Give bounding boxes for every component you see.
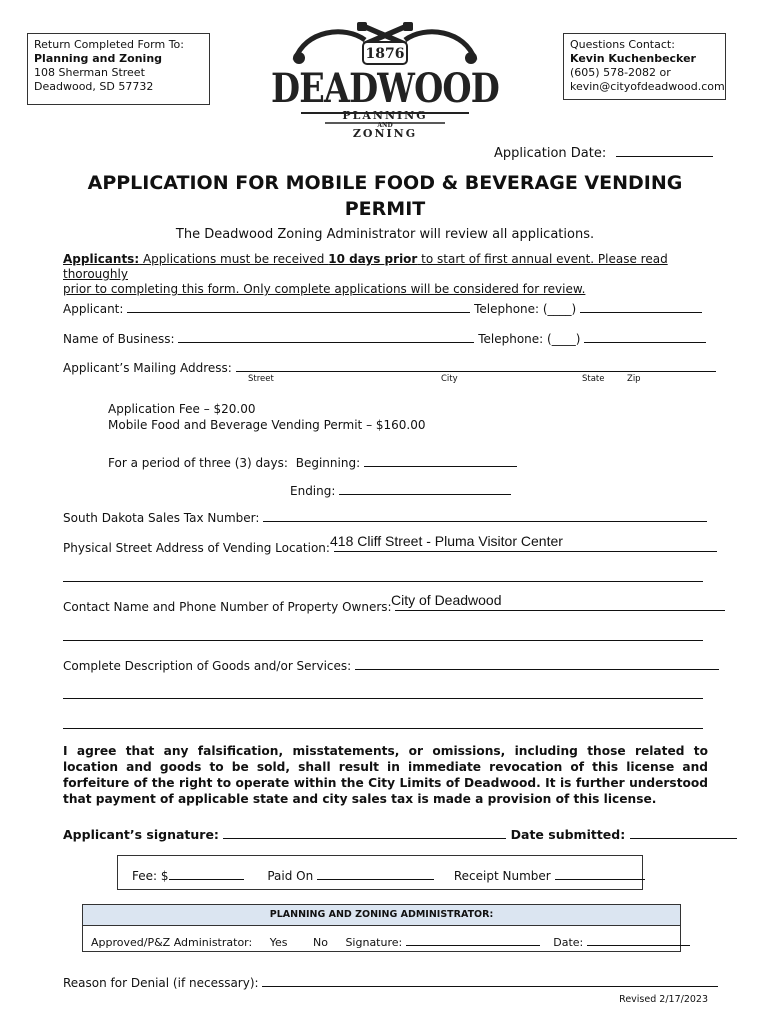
goods-field[interactable] (355, 656, 719, 670)
return-city: Deadwood, SD 57732 (34, 80, 154, 93)
period-row (108, 453, 517, 470)
business-row (63, 329, 706, 346)
city-caption: City (441, 374, 458, 384)
contact-label: Questions Contact: (570, 38, 675, 51)
title-line-2: PERMIT (344, 198, 426, 220)
receipt-field[interactable] (555, 866, 645, 880)
goods-row (63, 656, 719, 673)
mailing-label: Applicant’s Mailing Address: (63, 361, 232, 375)
street-caption: Street (248, 374, 274, 384)
contact-name: Kevin Kuchenbecker (570, 52, 696, 65)
goods-extra-line-1[interactable] (63, 685, 703, 699)
return-address-box (27, 33, 210, 105)
denial-label: Reason for Denial (if necessary): (63, 976, 259, 990)
signature-label: Applicant’s signature: (63, 827, 219, 842)
return-dept: Planning and Zoning (34, 52, 163, 65)
admin-box (82, 904, 681, 952)
contact-email[interactable]: kevin@cityofdeadwood.com (570, 80, 725, 93)
owner-label: Contact Name and Phone Number of Property Owners: (63, 600, 392, 614)
applicant-row (63, 299, 702, 316)
business-field[interactable] (178, 329, 474, 343)
application-date-row (494, 143, 713, 161)
goods-extra-line-2[interactable] (63, 715, 703, 729)
mailing-row (63, 358, 716, 375)
fee-label: Fee: $ (132, 869, 169, 883)
admin-row (91, 934, 690, 949)
applicants-part2: to start of first annual event. Please read thoroughly (63, 252, 668, 281)
applicants-label: Applicants: (63, 252, 140, 266)
applicants-note (63, 252, 713, 297)
fee-row (132, 866, 645, 883)
return-label: Return Completed Form To: (34, 38, 184, 51)
admin-date-label: Date: (553, 936, 584, 949)
application-fee: Application Fee – $20.00 (108, 402, 256, 416)
signature-field[interactable] (223, 825, 506, 839)
paid-on-field[interactable] (317, 866, 434, 880)
applicant-telephone-field[interactable] (580, 299, 702, 313)
state-caption: State (582, 374, 605, 384)
admin-signature-field[interactable] (406, 934, 540, 946)
fees-block (108, 401, 426, 433)
denial-row (63, 973, 718, 990)
business-telephone-label: Telephone: (____) (478, 332, 581, 346)
tax-field[interactable] (263, 508, 707, 522)
return-street: 108 Sherman Street (34, 66, 145, 79)
paid-on-label: Paid On (267, 869, 314, 883)
location-extra-line[interactable] (63, 568, 703, 582)
signature-row (63, 825, 737, 842)
owner-value: City of Deadwood (391, 592, 502, 608)
fee-box (117, 855, 643, 890)
logo-graphic (265, 20, 505, 140)
applicant-label: Applicant: (63, 302, 124, 316)
logo-and: AND (377, 122, 393, 129)
owner-extra-line[interactable] (63, 627, 703, 641)
date-submitted-label: Date submitted: (510, 827, 626, 842)
receipt-label: Receipt Number (453, 869, 551, 883)
location-value: 418 Cliff Street - Pluma Visitor Center (330, 533, 563, 549)
admin-header: PLANNING AND ZONING ADMINISTRATOR: (83, 905, 680, 926)
deadwood-logo (265, 20, 505, 140)
intro-text: The Deadwood Zoning Administrator will review all applications. (175, 227, 595, 242)
ending-label: Ending: (290, 484, 336, 498)
applicants-deadline: 10 days prior (328, 252, 418, 266)
approved-yes[interactable]: Yes (269, 936, 288, 949)
applicant-field[interactable] (127, 299, 470, 313)
admin-date-field[interactable] (587, 934, 690, 946)
approved-no[interactable]: No (312, 936, 328, 949)
mailing-field[interactable] (236, 358, 716, 372)
title-line-1: APPLICATION FOR MOBILE FOOD & BEVERAGE VENDING (87, 172, 683, 194)
location-label: Physical Street Address of Vending Location: (63, 541, 330, 555)
applicants-line2: prior to completing this form. Only complete applications will be considered for review. (63, 282, 586, 296)
logo-zoning: ZONING (352, 127, 418, 140)
form-title (60, 170, 710, 222)
agreement-text: I agree that any falsification, misstatements, or omissions, including those related to location and goods to be sold, shall result in immediate revocation of this license and forfeiture of the right to operate within the City Limits of Deadwood. It is further understood that payment of applicable state and city sales tax is made a provision of this license. (63, 744, 708, 806)
applicants-part1: Applications must be received (139, 252, 329, 266)
zip-caption: Zip (627, 374, 641, 384)
logo-name: DEADWOOD (271, 65, 500, 112)
contact-box (563, 33, 726, 100)
business-label: Name of Business: (63, 332, 175, 346)
ending-field[interactable] (339, 481, 511, 495)
tax-label: South Dakota Sales Tax Number: (63, 511, 260, 525)
goods-label: Complete Description of Goods and/or Services: (63, 659, 352, 673)
revised-date: Revised 2/17/2023 (619, 994, 708, 1005)
fee-field[interactable] (169, 866, 244, 880)
logo-planning: PLANNING (342, 109, 428, 122)
beginning-label: Beginning: (295, 456, 361, 470)
logo-year: 1876 (365, 46, 405, 62)
period-label: For a period of three (3) days: (108, 456, 288, 470)
admin-signature-label: Signature: (345, 936, 403, 949)
contact-phone: (605) 578-2082 or (570, 66, 671, 79)
application-date-field[interactable] (616, 143, 713, 157)
approved-label: Approved/P&Z Administrator: (91, 936, 253, 949)
denial-field[interactable] (262, 973, 718, 987)
ending-row (290, 481, 511, 498)
business-telephone-field[interactable] (584, 329, 706, 343)
application-date-label: Application Date: (494, 146, 607, 161)
applicant-telephone-label: Telephone: (____) (474, 302, 577, 316)
date-submitted-field[interactable] (630, 825, 737, 839)
beginning-field[interactable] (364, 453, 517, 467)
tax-row (63, 508, 707, 525)
permit-fee: Mobile Food and Beverage Vending Permit – $160.00 (108, 418, 426, 432)
